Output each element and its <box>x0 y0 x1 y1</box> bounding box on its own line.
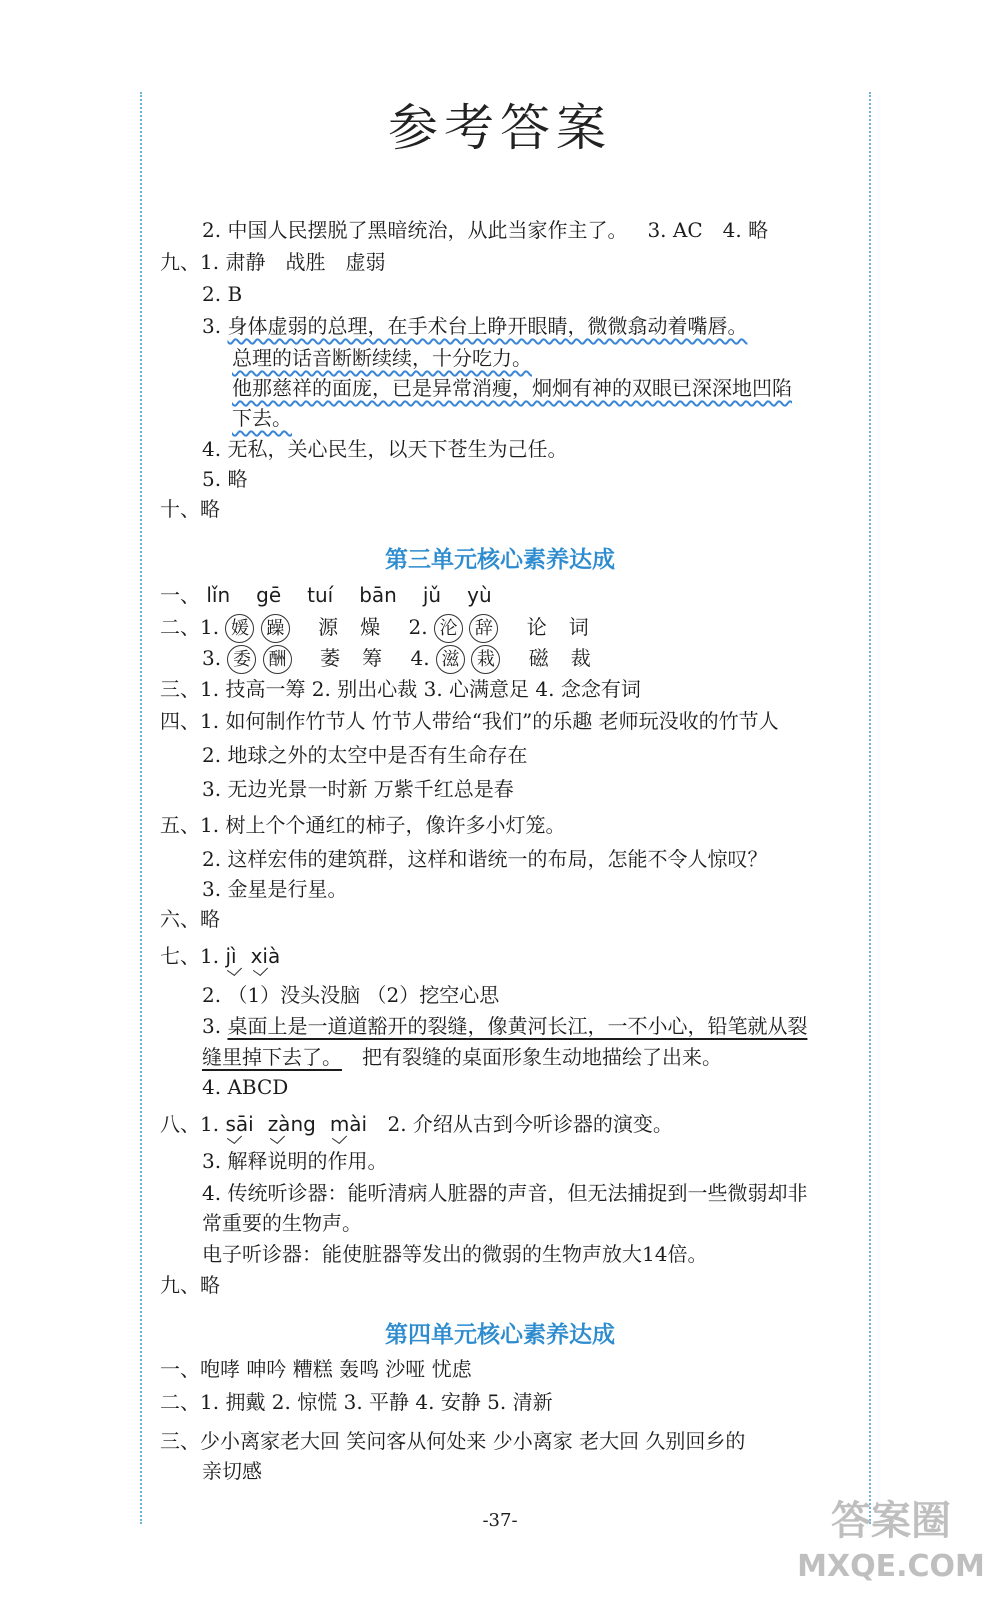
answer-line: 总理的话音断断续续，十分吃力。 <box>232 346 532 370</box>
unit-3-heading: 第三单元核心素养达成 <box>385 547 615 573</box>
unit-4-heading: 第四单元核心素养达成 <box>385 1322 615 1348</box>
pinyin-line: 八、1. sāi zàng mài 2. 介绍从古到今听诊器的演变。 <box>160 1112 673 1136</box>
answer-line: 十、略 <box>160 497 220 521</box>
page-title: 参考答案 <box>388 99 612 157</box>
answer-line: 三、1. 技高一筹 2. 别出心裁 3. 心满意足 4. 念念有词 <box>160 677 641 701</box>
svg-text:MXQE.COM: MXQE.COM <box>797 1549 985 1584</box>
answer-line: 4. ABCD <box>202 1075 289 1099</box>
answer-line: 缝里掉下去了。 把有裂缝的桌面形象生动地描绘了出来。 <box>202 1045 722 1069</box>
answer-line: 3. 金星是行星。 <box>202 877 348 901</box>
answer-line: 3. 桌面上是一道道豁开的裂缝，像黄河长江，一不小心，铅笔就从裂 <box>202 1014 808 1038</box>
watermark-logo <box>796 1488 986 1588</box>
answer-line: 四、1. 如何制作竹节人 竹节人带给“我们”的乐趣 老师玩没收的竹节人 <box>160 709 779 733</box>
answer-line: 2. （1）没头没脑 （2）挖空心思 <box>202 983 500 1007</box>
answer-line: 3. 解释说明的作用。 <box>202 1149 388 1173</box>
circled-chars-line: 二、1. 媛 躁 源 燥 2. 沦 辞 论 词 <box>160 614 589 643</box>
answer-line: 2. B <box>202 282 243 306</box>
answer-line: 4. 传统听诊器：能听清病人脏器的声音，但无法捕捉到一些微弱却非 <box>202 1181 808 1205</box>
answer-line: 九、略 <box>160 1273 220 1297</box>
circled-char: 委 <box>227 645 256 674</box>
answer-line: 电子听诊器：能使脏器等发出的微弱的生物声放大14倍。 <box>202 1242 708 1266</box>
circled-char: 栽 <box>471 645 500 674</box>
answer-line: 三、少小离家老大回 笑问客从何处来 少小离家 老大回 久别回乡的 <box>160 1429 746 1453</box>
circled-char: 滋 <box>436 645 465 674</box>
answer-line: 3. 无边光景一时新 万紫千红总是春 <box>202 777 514 801</box>
answer-line: 4. 无私，关心民生，以天下苍生为己任。 <box>202 437 568 461</box>
answer-line: 五、1. 树上个个通红的柿子，像许多小灯笼。 <box>160 813 566 837</box>
svg-text:答案圈: 答案圈 <box>831 1498 951 1544</box>
answer-line: 六、略 <box>160 907 220 931</box>
pinyin-line: 一、 lǐn gē tuí bān jǔ yù <box>160 583 492 607</box>
circled-chars-line: 3. 委 酬 萎 筹 4. 滋 栽 磁 裁 <box>202 645 591 674</box>
right-dotted-border <box>869 92 871 1524</box>
answer-line: 5. 略 <box>202 467 248 491</box>
circled-char: 沦 <box>434 614 463 643</box>
answer-line: 2. 这样宏伟的建筑群，这样和谐统一的布局，怎能不令人惊叹？ <box>202 847 768 871</box>
answer-line: 常重要的生物声。 <box>202 1211 362 1235</box>
answer-line: 下去。 <box>232 406 292 430</box>
circled-char: 媛 <box>225 614 254 643</box>
answer-line: 3. 身体虚弱的总理，在手术台上睁开眼睛，微微翕动着嘴唇。 <box>202 314 748 338</box>
circled-char: 辞 <box>469 614 498 643</box>
answer-line: 2. 地球之外的太空中是否有生命存在 <box>202 743 528 767</box>
page-number: -37- <box>482 1510 518 1531</box>
left-dotted-border <box>140 92 142 1524</box>
answer-line: 他那慈祥的面庞，已是异常消瘦，炯炯有神的双眼已深深地凹陷 <box>232 376 792 400</box>
circled-char: 酬 <box>263 645 292 674</box>
answer-line: 亲切感 <box>202 1459 262 1483</box>
answer-line: 二、1. 拥戴 2. 惊慌 3. 平静 4. 安静 5. 清新 <box>160 1390 553 1414</box>
answer-line: 一、咆哮 呻吟 糟糕 轰鸣 沙哑 忧虑 <box>160 1357 472 1381</box>
circled-char: 躁 <box>261 614 290 643</box>
answer-line: 九、1. 肃静 战胜 虚弱 <box>160 250 386 274</box>
pinyin-line: 七、1. jì xià <box>160 944 281 968</box>
answer-line: 2. 中国人民摆脱了黑暗统治，从此当家作主了。 3. AC 4. 略 <box>202 218 769 242</box>
